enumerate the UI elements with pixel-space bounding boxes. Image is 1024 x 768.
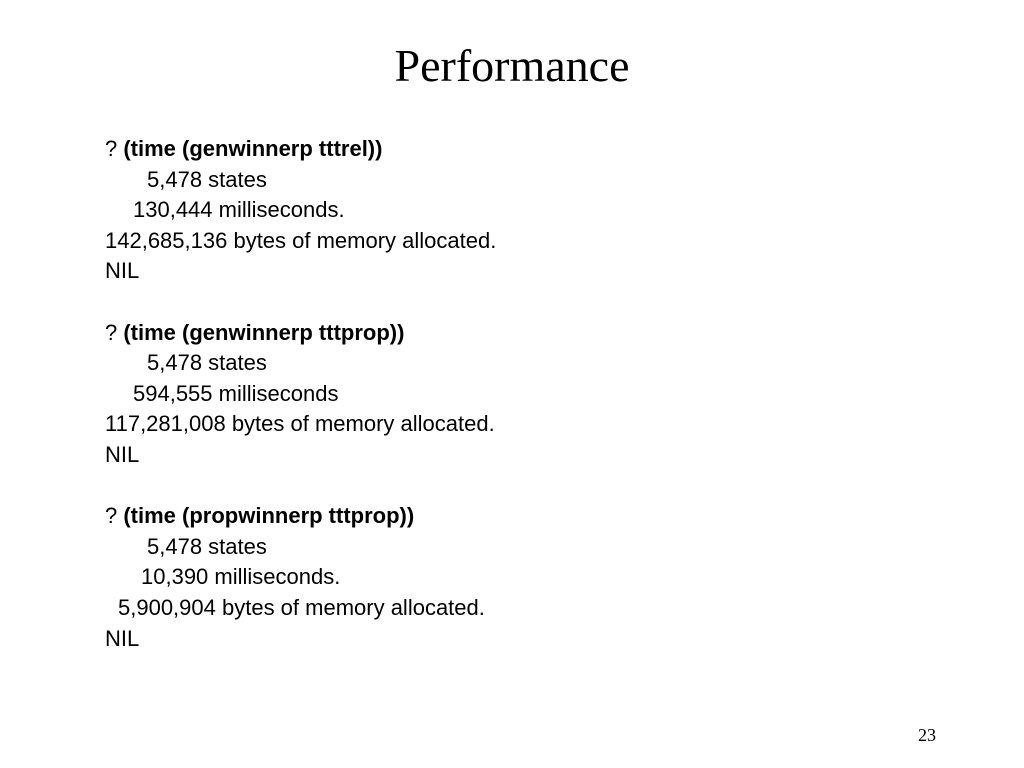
- prompt-symbol: ?: [105, 503, 124, 529]
- states-line: 5,478 states: [147, 166, 267, 192]
- result-line: NIL: [105, 258, 140, 284]
- slide-number: 23: [918, 725, 936, 745]
- time-line: 130,444 milliseconds.: [133, 197, 345, 223]
- states-line: 5,478 states: [147, 350, 267, 376]
- memory-line: 5,900,904 bytes of memory allocated.: [118, 594, 485, 620]
- result-line: NIL: [105, 441, 140, 467]
- command-line: [105, 501, 925, 532]
- command-text: (time (genwinnerp tttprop)): [123, 319, 405, 345]
- command-text: (time (genwinnerp tttrel)): [123, 136, 383, 161]
- states-line: 5,478 states: [147, 533, 267, 559]
- transcript-block: [105, 318, 925, 471]
- time-line: 10,390 milliseconds.: [141, 564, 341, 590]
- prompt-symbol: ?: [105, 136, 124, 161]
- code-output: [105, 134, 925, 685]
- memory-line: 117,281,008 bytes of memory allocated.: [105, 411, 495, 437]
- slide-title: Performance: [394, 40, 630, 91]
- transcript-block: [105, 134, 925, 287]
- command-text: (time (propwinnerp tttprop)): [123, 503, 415, 529]
- command-line: [105, 318, 925, 349]
- result-line: NIL: [105, 625, 140, 651]
- command-line: [105, 134, 925, 165]
- transcript-block: [105, 501, 925, 654]
- prompt-symbol: ?: [105, 319, 124, 345]
- memory-line: 142,685,136 bytes of memory allocated.: [105, 227, 497, 253]
- time-line: 594,555 milliseconds: [133, 380, 339, 406]
